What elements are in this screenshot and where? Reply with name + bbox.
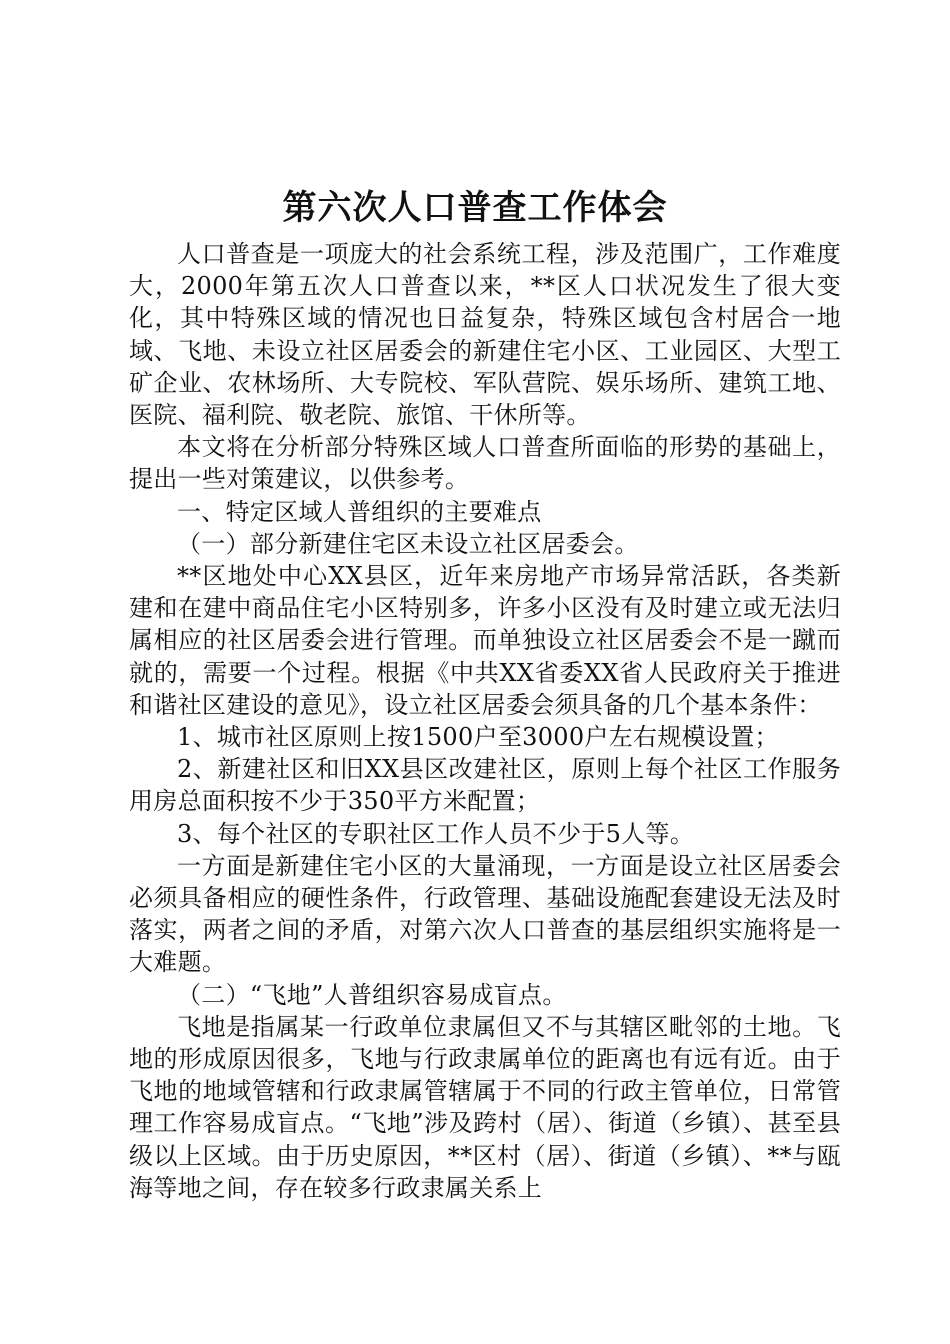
document-body <box>129 238 841 1204</box>
paragraph-new-residential: **区地处中心XX县区，近年来房地产市场异常活跃，各类新建和在建中商品住宅小区特别多，许多小区没有及时建立或无法归属相应的社区居委会进行管理。而单独设立社区居委会不是一蹴而就的，需要一个过程。根据《中共XX省委XX省人民政府关于推进和谐社区建设的意见》，设立社区居委会须具备的几个基本条件： <box>129 562 841 719</box>
list-item-condition-3: 3、每个社区的专职社区工作人员不少于5人等。 <box>177 819 695 848</box>
paragraph-enclave: 飞地是指属某一行政单位隶属但又不与其辖区毗邻的土地。飞地的形成原因很多，飞地与行政隶属单位的距离也有远有近。由于飞地的地域管辖和行政隶属管辖属于不同的行政主管单位，日常管理工作容易成盲点。“飞地”涉及跨村（居）、街道（乡镇）、甚至县级以上区域。由于历史原因，**区村（居）、街道（乡镇）、**与瓯海等地之间，存在较多行政隶属关系上 <box>129 1012 841 1202</box>
subsection-heading-1: （一）部分新建住宅区未设立社区居委会。 <box>177 529 639 558</box>
paragraph-intro: 人口普查是一项庞大的社会系统工程，涉及范围广，工作难度大，2000年第五次人口普查以来，**区人口状况发生了很大变化，其中特殊区域的情况也日益复杂，特殊区域包含村居合一地域、飞地、未设立社区居委会的新建住宅小区、工业园区、大型工矿企业、农林场所、大专院校、军队营院、娱乐场所、建筑工地、医院、福利院、敬老院、旅馆、干休所等。 <box>129 240 841 430</box>
section-heading-1: 一、特定区域人普组织的主要难点 <box>177 497 542 526</box>
list-item-condition-2: 2、新建社区和旧XX县区改建社区，原则上每个社区工作服务用房总面积按不少于350平方米配置； <box>129 755 841 816</box>
paragraph-purpose: 本文将在分析部分特殊区域人口普查所面临的形势的基础上，提出一些对策建议，以供参考。 <box>129 433 841 494</box>
subsection-heading-2: （二）“飞地”人普组织容易成盲点。 <box>177 980 567 1009</box>
document-title: 第六次人口普查工作体会 <box>282 188 668 228</box>
list-item-condition-1: 1、城市社区原则上按1500户至3000户左右规模设置； <box>177 723 779 752</box>
paragraph-contradiction: 一方面是新建住宅小区的大量涌现，一方面是设立社区居委会必须具备相应的硬性条件，行政管理、基础设施配套建设无法及时落实，两者之间的矛盾，对第六次人口普查的基层组织实施将是一大难题。 <box>129 851 841 977</box>
